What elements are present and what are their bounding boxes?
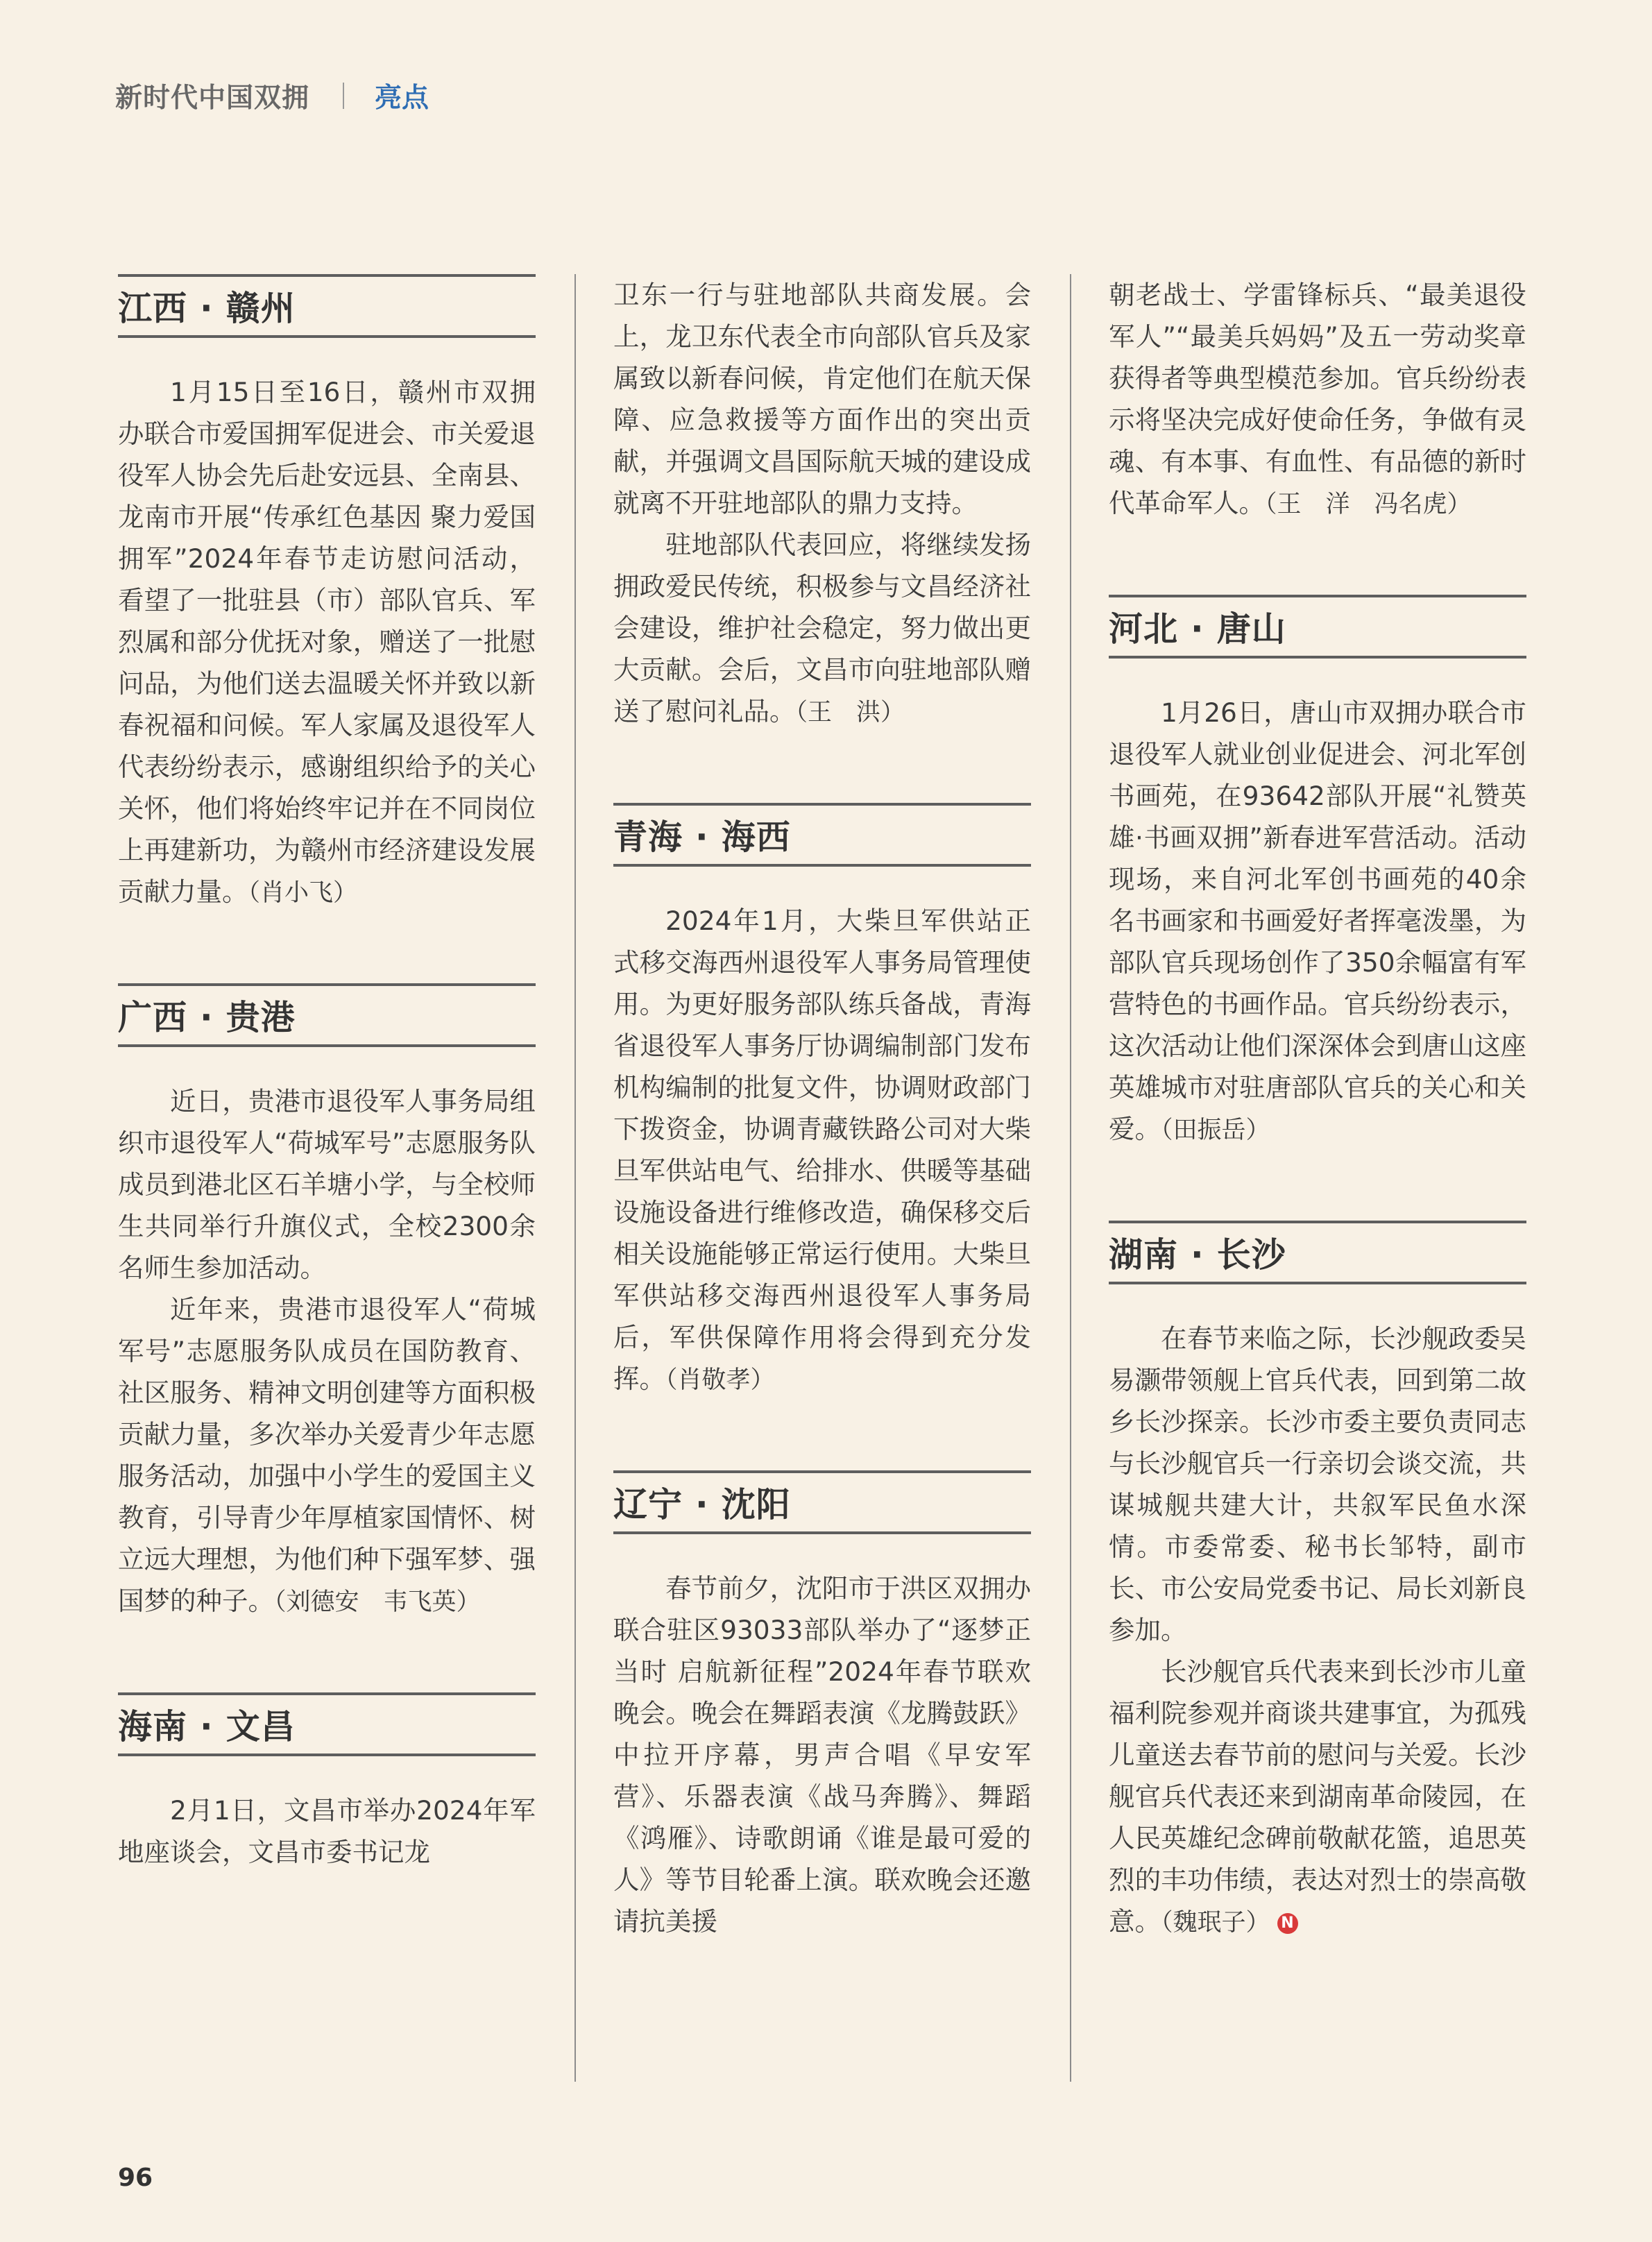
column-1 <box>118 274 536 2085</box>
byline: （肖小飞） <box>248 879 358 907</box>
column-divider <box>1070 274 1071 2082</box>
byline: （刘德安 韦飞英） <box>274 1588 481 1616</box>
paragraph: 朝老战士、学雷锋标兵、“最美退役军人”“最美兵妈妈”及五一劳动奖章获得者等典型模范参加。官兵纷纷表示将坚决完成好使命任务，争做有灵魂、有本事、有血性、有品德的新时代革命军人。（王 洋 冯名虎） <box>1109 280 1526 518</box>
magazine-title: 新时代中国双拥 <box>115 83 310 114</box>
paragraph: 驻地部队代表回应，将继续发扬拥政爱民传统，积极参与文昌经济社会建设，维护社会稳定，努力做出更大贡献。会后，文昌市向驻地部队赠送了慰问礼品。（王 洪） <box>613 529 1031 727</box>
paragraph: 近日，贵港市退役军人事务局组织市退役军人“荷城军号”志愿服务队成员到港北区石羊塘小学，与全校师生共同举行升旗仪式，全校2300余名师生参加活动。 <box>118 1086 536 1283</box>
article-title: 广西 · 贵港 <box>118 983 536 1047</box>
byline: （肖敬孝） <box>665 1366 775 1394</box>
byline: （王 洪） <box>795 699 905 727</box>
byline: （王 洋 冯名虎） <box>1265 491 1472 518</box>
article-body <box>613 1534 1031 2012</box>
article-body <box>118 1756 536 1942</box>
article-body <box>613 867 1031 1470</box>
article-body <box>118 1047 536 1692</box>
byline: （魏珉子） <box>1161 1909 1270 1937</box>
paragraph: 2月1日，文昌市举办2024年军地座谈会，文昌市委书记龙 <box>118 1795 536 1867</box>
paragraph: 1月15日至16日，赣州市双拥办联合市爱国拥军促进会、市关爱退役军人协会先后赴安远县、全南县、龙南市开展“传承红色基因 聚力爱国拥军”2024年春节走访慰问活动，看望了一批驻县（市）部队官兵、军烈属和部分优抚对象，赠送了一批慰问品，为他们送去温暖关怀并致以新春祝福和问候。军人家属及退役军人代表纷纷表示，感谢组织给予的关心关怀，他们将始终牢记并在不同岗位上再建新功，为赣州市经济建设发展贡献力量。（肖小飞） <box>118 377 536 907</box>
column-2 <box>613 274 1031 2085</box>
page-number: 96 <box>118 2164 153 2192</box>
article-body <box>1109 1284 1526 2013</box>
article-title: 海南 · 文昌 <box>118 1692 536 1756</box>
paragraph: 2024年1月，大柴旦军供站正式移交海西州退役军人事务局管理使用。为更好服务部队练兵备战，青海省退役军人事务厅协调编制部门发布机构编制的批复文件，协调财政部门下拨资金，协调青藏铁路公司对大柴旦军供站电气、给排水、供暖等基础设施设备进行维修改造，确保移交后相关设施能够正常运行使用。大柴旦军供站移交海西州退役军人事务局后，军供保障作用将会得到充分发挥。（肖敬孝） <box>613 906 1031 1394</box>
end-mark-icon: N <box>1277 1913 1298 1934</box>
article-body <box>1109 659 1526 1221</box>
article-body <box>118 338 536 983</box>
article-title: 青海 · 海西 <box>613 803 1031 867</box>
article-title: 辽宁 · 沈阳 <box>613 1470 1031 1534</box>
article-title: 河北 · 唐山 <box>1109 595 1526 659</box>
paragraph: 卫东一行与驻地部队共商发展。会上，龙卫东代表全市向部队官兵及家属致以新春问候，肯定他们在航天保障、应急救援等方面作出的突出贡献，并强调文昌国际航天城的建设成就离不开驻地部队的鼎力支持。 <box>613 280 1031 518</box>
paragraph: 春节前夕，沈阳市于洪区双拥办联合驻区93033部队举办了“逐梦正当时 启航新征程”2024年春节联欢晚会。晚会在舞蹈表演《龙腾鼓跃》中拉开序幕，男声合唱《早安军营》、乐器表演《战马奔腾》、舞蹈《鸿雁》、诗歌朗诵《谁是最可爱的人》等节目轮番上演。联欢晚会还邀请抗美援 <box>613 1573 1031 1937</box>
column-3 <box>1109 274 1526 2085</box>
column-divider <box>574 274 576 2082</box>
byline: （田振岳） <box>1161 1116 1270 1144</box>
article-body-continued <box>613 274 1031 803</box>
article-body-continued <box>1109 274 1526 595</box>
paragraph: 在春节来临之际，长沙舰政委吴易灏带领舰上官兵代表，回到第二故乡长沙探亲。长沙市委主要负责同志与长沙舰官兵一行亲切会谈交流，共谋城舰共建大计，共叙军民鱼水深情。市委常委、秘书长邹特，副市长、市公安局党委书记、局长刘新良参加。 <box>1109 1323 1526 1645</box>
header-divider <box>343 83 344 109</box>
paragraph: 近年来，贵港市退役军人“荷城军号”志愿服务队成员在国防教育、社区服务、精神文明创建等方面积极贡献力量，多次举办关爱青少年志愿服务活动，加强中小学生的爱国主义教育，引导青少年厚植家国情怀、树立远大理想，为他们种下强军梦、强国梦的种子。（刘德安 韦飞英） <box>118 1294 536 1616</box>
paragraph: 1月26日，唐山市双拥办联合市退役军人就业创业促进会、河北军创书画苑，在93642部队开展“礼赞英雄·书画双拥”新春进军营活动。活动现场，来自河北军创书画苑的40余名书画家和书画爱好者挥毫泼墨，为部队官兵现场创作了350余幅富有军营特色的书画作品。官兵纷纷表示，这次活动让他们深深体会到唐山这座英雄城市对驻唐部队官兵的关心和关爱。（田振岳） <box>1109 697 1526 1144</box>
section-title: 亮点 <box>375 83 429 114</box>
article-title: 湖南 · 长沙 <box>1109 1221 1526 1284</box>
page-header <box>115 75 429 117</box>
paragraph: 长沙舰官兵代表来到长沙市儿童福利院参观并商谈共建事宜，为孤残儿童送去春节前的慰问与关爱。长沙舰官兵代表还来到湖南革命陵园，在人民英雄纪念碑前敬献花篮，追思英烈的丰功伟绩，表达对烈士的崇高敬意。（魏珉子） N <box>1109 1656 1526 1937</box>
article-title: 江西 · 赣州 <box>118 274 536 338</box>
